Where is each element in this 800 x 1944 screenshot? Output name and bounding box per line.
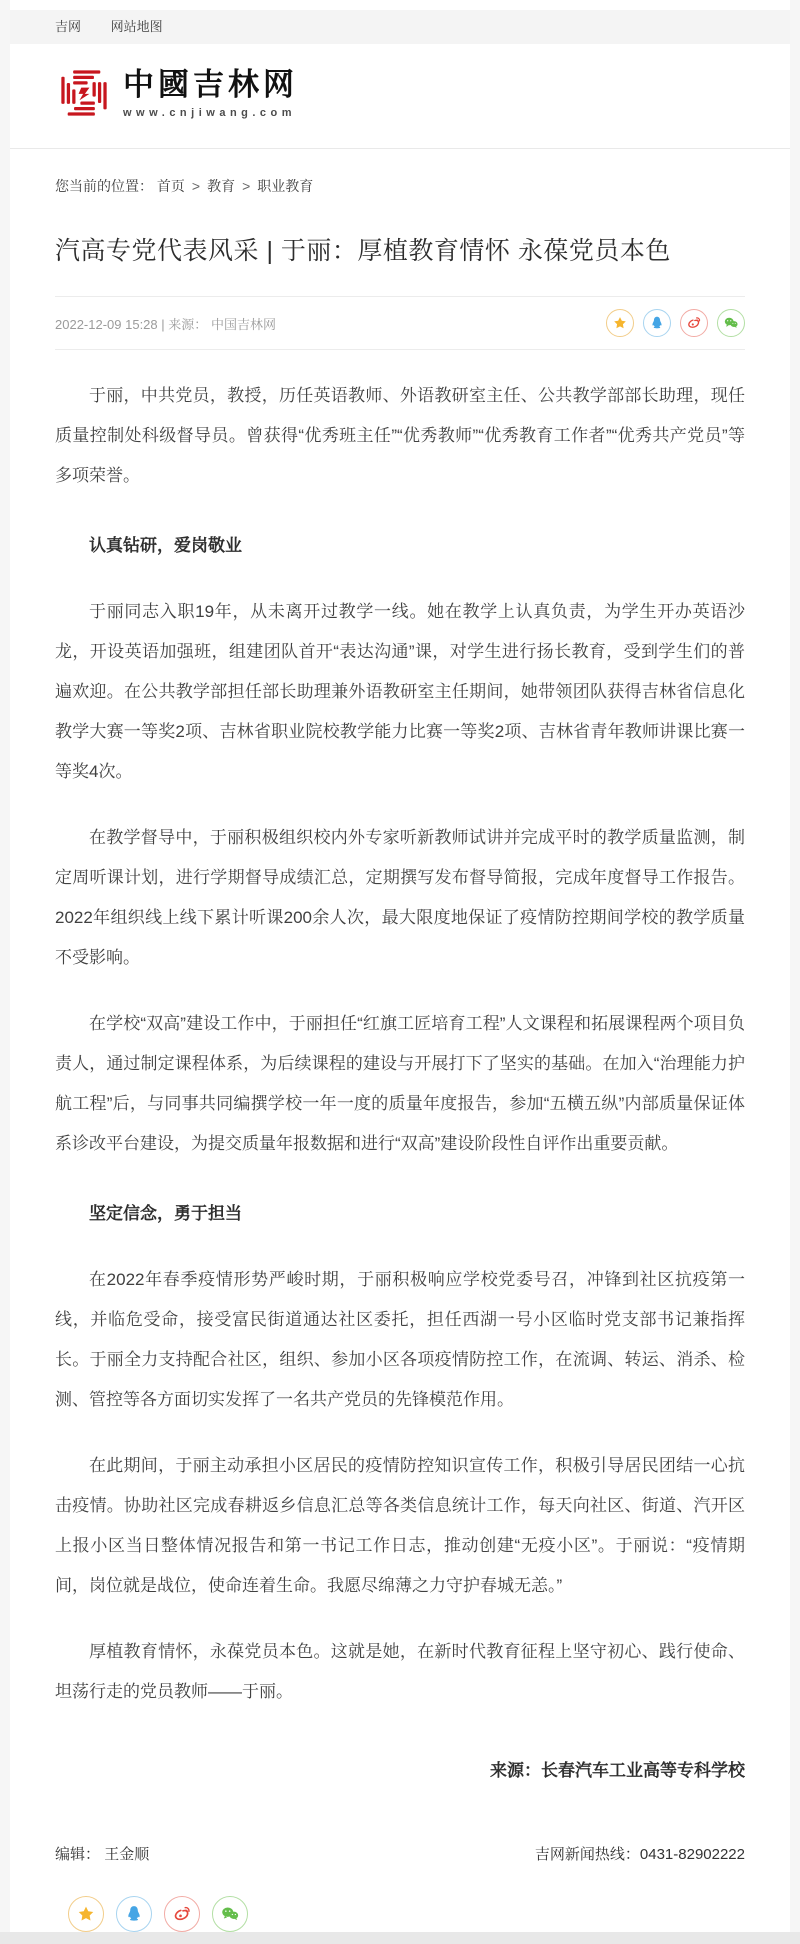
qq-icon [649, 315, 665, 331]
share-buttons-bottom [68, 1896, 745, 1932]
breadcrumb-item-1[interactable]: 首页 [156, 178, 185, 194]
share-qzone-button[interactable] [606, 309, 634, 337]
share-qzone-button[interactable] [68, 1896, 104, 1932]
share-weibo-button[interactable] [680, 309, 708, 337]
breadcrumb-item-2[interactable]: 教育 [207, 178, 236, 194]
meta-separator: | [161, 316, 165, 332]
share-qq-button[interactable] [643, 309, 671, 337]
article-paragraph: 于丽同志入职19年，从未离开过教学一线。她在教学上认真负责，为学生开办英语沙龙，开设英语加强班，组建团队首开“表达沟通”课，对学生进行扬长教育，受到学生们的普遍欢迎。在公共教学部担任部长助理兼外语教研室主任期间，她带领团队获得吉林省信息化教学大赛一等奖2项、吉林省职业院校教学能力比赛一等奖2项、吉林省青年教师讲课比赛一等奖4次。 [55, 602, 745, 781]
article-paragraph: 厚植教育情怀，永葆党员本色。这就是她，在新时代教育征程上坚守初心、践行使命、坦荡行走的党员教师——于丽。 [55, 1642, 745, 1701]
logo-text-block [123, 68, 298, 119]
news-hotline: 吉网新闻热线：0431-82902222 [534, 1846, 745, 1863]
article-paragraph: 在学校“双高”建设工作中，于丽担任“红旗工匠培育工程”人文课程和拓展课程两个项目负责人，通过制定课程体系，为后续课程的建设与开展打下了坚实的基础。在加入“治理能力护航工程”后，与同事共同编撰学校一年一度的质量年度报告，参加“五横五纵”内部质量保证体系诊改平台建设，为提交质量年报数据和进行“双高”建设阶段性自评作出重要贡献。 [55, 1014, 745, 1153]
editor-label: 编辑： [55, 1846, 101, 1863]
section-subtitle: 认真钻研，爱岗敬业 [89, 536, 242, 555]
share-qq-button[interactable] [116, 1896, 152, 1932]
share-buttons-top [606, 309, 745, 337]
source-label: 来源： [168, 316, 208, 332]
site-logo[interactable] [55, 64, 745, 122]
wechat-icon [220, 1904, 240, 1924]
weibo-icon [686, 315, 702, 331]
share-weibo-button[interactable] [164, 1896, 200, 1932]
source-name: 中国吉林网 [210, 316, 276, 332]
breadcrumb [10, 149, 790, 196]
article-title: 汽高专党代表风采 | 于丽：厚植教育情怀 永葆党员本色 [55, 237, 671, 265]
qzone-icon [76, 1904, 96, 1924]
article-meta-bar [55, 296, 745, 350]
site-header [10, 44, 790, 149]
article-meta-text [55, 314, 276, 333]
share-wechat-button[interactable] [212, 1896, 248, 1932]
editor-bar [10, 1843, 790, 1864]
breadcrumb-separator: > [191, 178, 201, 194]
qq-icon [124, 1904, 144, 1924]
bottom-share-section [10, 1864, 790, 1932]
editor-info [55, 1843, 149, 1864]
logo-url: www.cnjiwang.com [123, 106, 297, 119]
cnjiwang-seal-icon [55, 64, 113, 122]
article-date: 2022-12-09 15:28 [55, 316, 158, 332]
article-paragraph: 在2022年春季疫情形势严峻时期，于丽积极响应学校党委号召，冲锋到社区抗疫第一线，并临危受命，接受富民街道通达社区委托，担任西湖一号小区临时党支部书记兼指挥长。于丽全力支持配合社区，组织、参加小区各项疫情防控工作，在流调、转运、消杀、检测、管控等各方面切实发挥了一名共产党员的先锋模范作用。 [55, 1270, 745, 1409]
article-source-footer: 来源：长春汽车工业高等专科学校 [490, 1761, 745, 1780]
article [10, 196, 790, 1781]
weibo-icon [172, 1904, 192, 1924]
top-link-bar [10, 10, 790, 44]
section-subtitle: 坚定信念，勇于担当 [89, 1204, 242, 1223]
logo-title: 中國吉林网 [123, 66, 298, 102]
editor-name: 王金顺 [104, 1846, 150, 1863]
article-paragraph: 在此期间，于丽主动承担小区居民的疫情防控知识宣传工作，积极引导居民团结一心抗击疫情。协助社区完成春耕返乡信息汇总等各类信息统计工作，每天向社区、街道、汽开区上报小区当日整体情况报告和第一书记工作日志，推动创建“无疫小区”。于丽说：“疫情期间，岗位就是战位，使命连着生命。我愿尽绵薄之力守护春城无恙。” [55, 1456, 745, 1595]
qzone-icon [612, 315, 628, 331]
topbar-link-jiwang[interactable]: 吉网 [55, 19, 82, 34]
share-wechat-button[interactable] [717, 309, 745, 337]
article-body [55, 376, 745, 1712]
breadcrumb-separator: > [242, 178, 251, 194]
breadcrumb-label: 您当前的位置： [55, 178, 153, 194]
article-paragraph: 于丽，中共党员，教授，历任英语教师、外语教研室主任、公共教学部部长助理，现任质量控制处科级督导员。曾获得“优秀班主任”“优秀教师”“优秀教育工作者”“优秀共产党员”等多项荣誉。 [55, 386, 745, 485]
page-bottom-strip [0, 1932, 800, 1944]
breadcrumb-item-3[interactable]: 职业教育 [257, 178, 314, 194]
topbar-link-sitemap[interactable]: 网站地图 [110, 19, 163, 34]
page-container [10, 0, 790, 1932]
wechat-icon [723, 315, 739, 331]
article-paragraph: 在教学督导中，于丽积极组织校内外专家听新教师试讲并完成平时的教学质量监测，制定周听课计划，进行学期督导成绩汇总，定期撰写发布督导简报，完成年度督导工作报告。2022年组织线上线下累计听课200余人次，最大限度地保证了疫情防控期间学校的教学质量不受影响。 [55, 828, 745, 967]
